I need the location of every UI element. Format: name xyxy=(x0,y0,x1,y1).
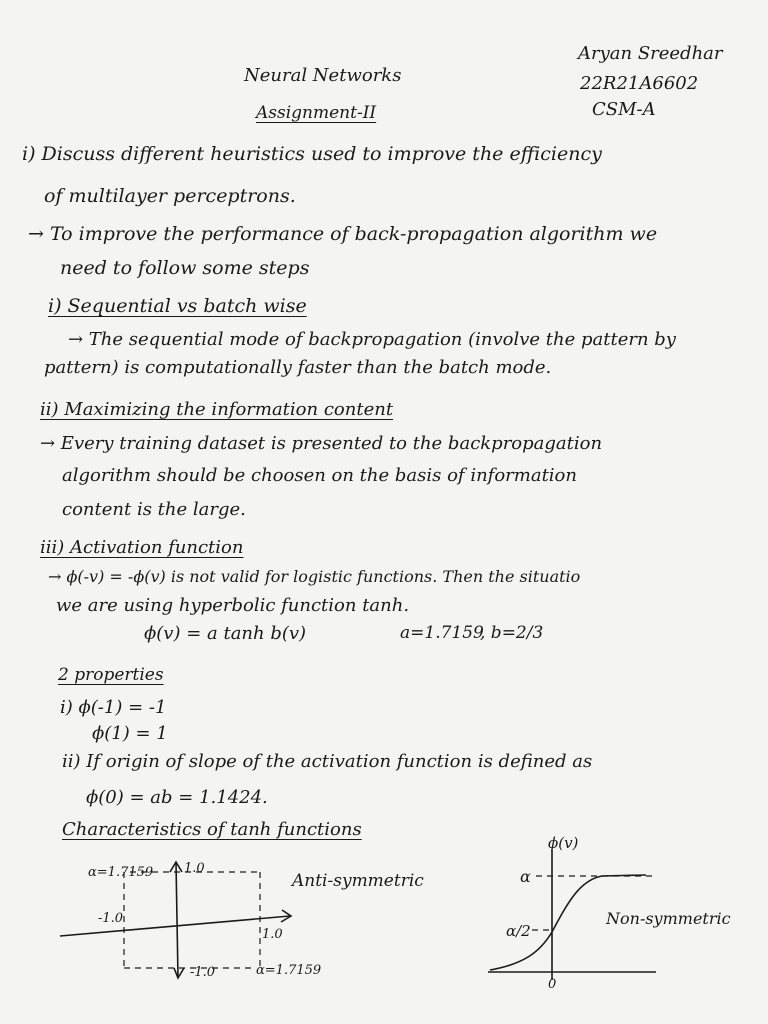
property-2-formula: ϕ(0) = ab = 1.1424. xyxy=(86,787,268,808)
properties-heading: 2 properties xyxy=(58,665,164,685)
activation-line-2: we are using hyperbolic function tanh. xyxy=(56,595,410,616)
b-value: , b=2/3 xyxy=(480,623,544,643)
roll-number: 22R21A6602 xyxy=(580,73,699,94)
phi-v-label: ϕ(v) xyxy=(548,834,579,852)
heading-activation-function: iii) Activation function xyxy=(40,537,244,558)
x-one-label: 1.0 xyxy=(262,927,283,942)
maximizing-line-2: algorithm should be choosen on the basis of information xyxy=(62,465,577,486)
activation-line-1: → ϕ(-v) = -ϕ(v) is not valid for logistic functions. Then the situatio xyxy=(48,567,581,586)
section: CSM-A xyxy=(592,99,656,120)
answer-line-2: need to follow some steps xyxy=(60,257,310,279)
sequential-line-2: pattern) is computationally faster than the batch mode. xyxy=(44,357,552,378)
alpha-half-label: α/2 xyxy=(506,922,531,940)
tanh-formula: ϕ(v) = a tanh b(v) xyxy=(144,623,307,644)
answer-line-1: → To improve the performance of back-propagation algorithm we xyxy=(28,223,658,245)
heading-sequential-vs-batch: i) Sequential vs batch wise xyxy=(48,295,307,317)
non-symmetric-graph xyxy=(476,832,766,992)
heading-maximizing-information: ii) Maximizing the information content xyxy=(40,399,394,420)
sequential-line-1: → The sequential mode of backpropagation (involve the pattern by xyxy=(68,329,676,350)
alpha-bottom-label: α=1.7159 xyxy=(256,963,322,978)
x-minus-one-label: -1.0 xyxy=(98,911,124,926)
property-2: ii) If origin of slope of the activation function is defined as xyxy=(62,751,593,772)
origin-label: 0 xyxy=(548,977,557,992)
y-one-label: 1.0 xyxy=(184,861,205,876)
question-line-1: i) Discuss different heuristics used to improve the efficiency xyxy=(22,143,602,165)
non-symmetric-label: Non-symmetric xyxy=(606,909,731,928)
assignment-title: Assignment-II xyxy=(256,103,377,123)
y-minus-one-label: -1.0 xyxy=(190,965,216,980)
property-1b: ϕ(1) = 1 xyxy=(92,723,168,744)
author-name: Aryan Sreedhar xyxy=(578,43,723,64)
anti-symmetric-label: Anti-symmetric xyxy=(292,871,424,891)
maximizing-line-1: → Every training dataset is presented to the backpropagation xyxy=(40,433,603,454)
question-line-2: of multilayer perceptrons. xyxy=(44,185,296,207)
subject-title: Neural Networks xyxy=(244,65,402,86)
maximizing-line-3: content is the large. xyxy=(62,499,246,520)
alpha-top-label: α=1.7159 xyxy=(88,865,154,880)
a-value: a=1.7159 xyxy=(400,623,484,643)
characteristics-heading: Characteristics of tanh functions xyxy=(62,819,362,840)
alpha-label: α xyxy=(520,867,531,886)
property-1a: i) ϕ(-1) = -1 xyxy=(60,697,167,718)
anti-symmetric-graph xyxy=(50,850,424,1020)
